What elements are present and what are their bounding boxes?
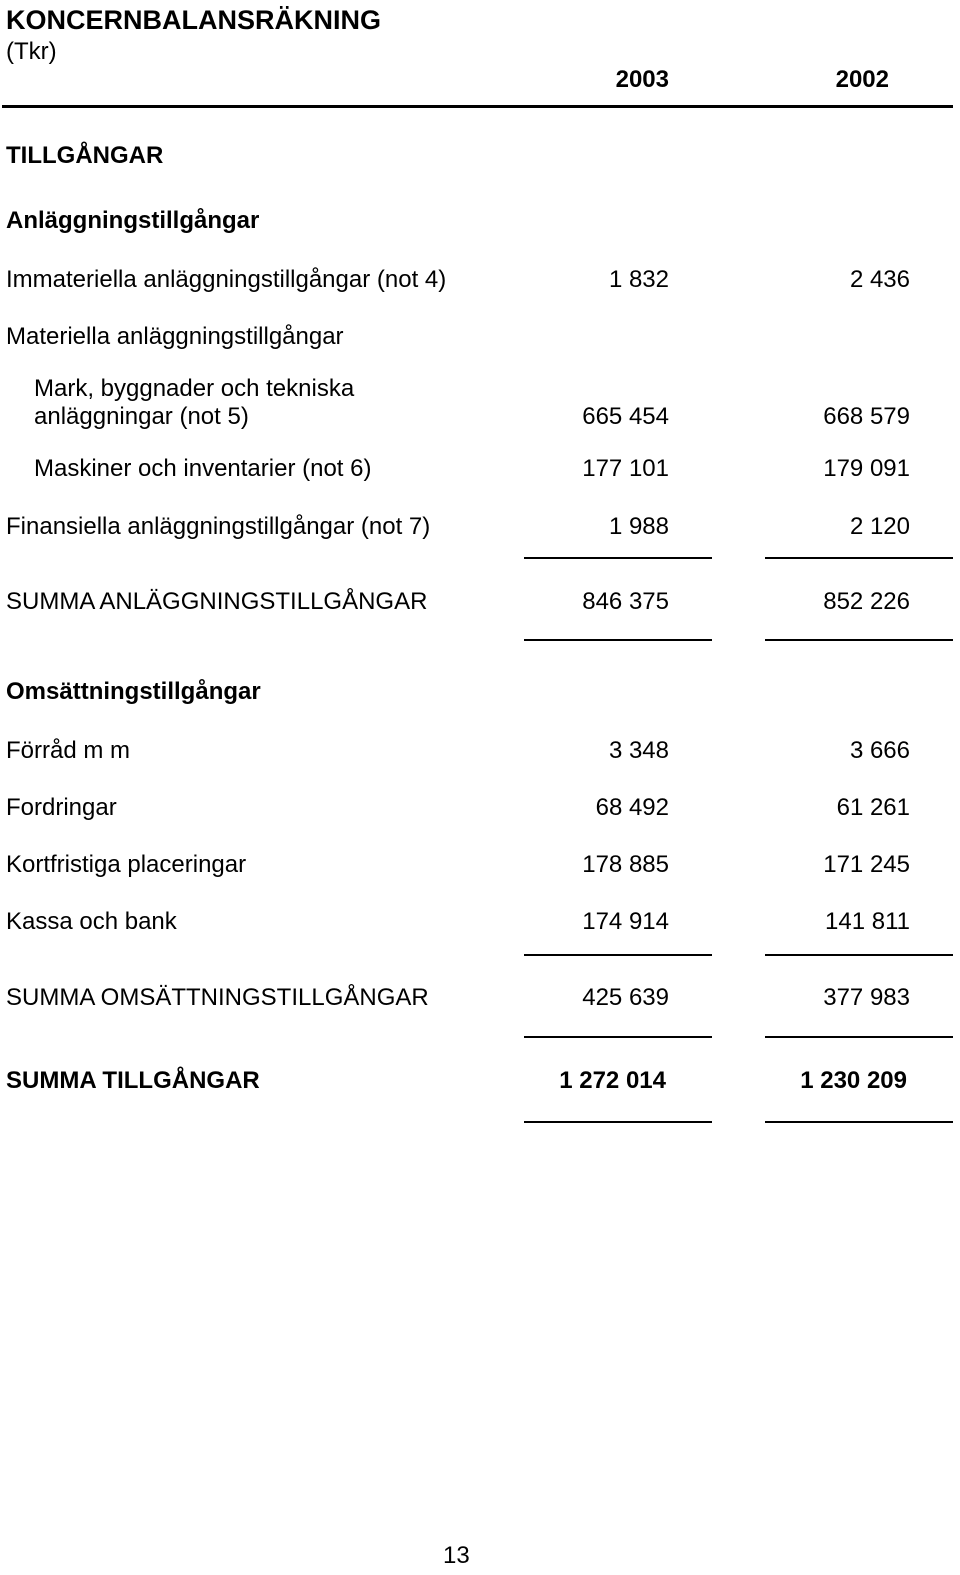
grand-total-rule-2003 xyxy=(524,1121,712,1123)
value-2002-sum-total: 1 230 209 xyxy=(800,1067,907,1094)
row-label-buildings-line1: Mark, byggnader och tekniska xyxy=(34,375,355,402)
total-rule-2003-current xyxy=(524,1036,712,1038)
value-2003-short-investments: 178 885 xyxy=(582,851,669,878)
value-2002-inventory: 3 666 xyxy=(849,737,910,764)
value-2003-machinery: 177 101 xyxy=(582,455,669,482)
section-title-assets: TILLGÅNGAR xyxy=(6,142,164,169)
row-label-intangible: Immateriella anläggningstillgångar (not 4) xyxy=(6,266,447,293)
row-label-financial: Finansiella anläggningstillgångar (not 7) xyxy=(6,513,431,540)
row-label-cash: Kassa och bank xyxy=(6,908,177,935)
value-2002-sum-fixed: 852 226 xyxy=(823,588,910,615)
value-2002-buildings: 668 579 xyxy=(823,403,910,430)
row-label-receivables: Fordringar xyxy=(6,794,117,821)
subtotal-rule-2003 xyxy=(524,557,712,559)
total-rule-2002-current xyxy=(765,1036,953,1038)
row-label-inventory: Förråd m m xyxy=(6,737,131,764)
value-2003-financial: 1 988 xyxy=(608,513,669,540)
value-2002-short-investments: 171 245 xyxy=(823,851,910,878)
subtotal-rule-2003-current xyxy=(524,954,712,956)
row-label-tangible-heading: Materiella anläggningstillgångar xyxy=(6,323,344,350)
value-2003-inventory: 3 348 xyxy=(608,737,669,764)
row-label-short-investments: Kortfristiga placeringar xyxy=(6,851,247,878)
value-2002-receivables: 61 261 xyxy=(836,794,910,821)
page-number: 13 xyxy=(443,1542,470,1569)
value-2002-cash: 141 811 xyxy=(825,908,910,935)
value-2003-sum-fixed: 846 375 xyxy=(582,588,669,615)
value-2003-sum-total: 1 272 014 xyxy=(559,1067,666,1094)
value-2003-buildings: 665 454 xyxy=(582,403,669,430)
subtotal-rule-2002 xyxy=(765,557,953,559)
value-2002-intangible: 2 436 xyxy=(849,266,910,293)
section-title-fixed-assets: Anläggningstillgångar xyxy=(6,207,260,234)
row-label-sum-total: SUMMA TILLGÅNGAR xyxy=(6,1067,260,1094)
total-rule-2003 xyxy=(524,639,712,641)
page-title: KONCERNBALANSRÄKNING xyxy=(6,5,381,35)
value-2002-financial: 2 120 xyxy=(849,513,910,540)
value-2003-intangible: 1 832 xyxy=(608,266,669,293)
row-label-sum-fixed: SUMMA ANLÄGGNINGSTILLGÅNGAR xyxy=(6,588,428,615)
total-rule-2002 xyxy=(765,639,953,641)
header-divider xyxy=(2,105,953,108)
value-2003-sum-current: 425 639 xyxy=(582,984,669,1011)
row-label-machinery: Maskiner och inventarier (not 6) xyxy=(34,455,372,482)
value-2003-cash: 174 914 xyxy=(582,908,669,935)
row-label-sum-current: SUMMA OMSÄTTNINGSTILLGÅNGAR xyxy=(6,984,429,1011)
value-2002-sum-current: 377 983 xyxy=(823,984,910,1011)
column-header-2002: 2002 xyxy=(835,66,889,93)
grand-total-rule-2002 xyxy=(765,1121,953,1123)
row-label-buildings-line2: anläggningar (not 5) xyxy=(34,403,249,430)
subtotal-rule-2002-current xyxy=(765,954,953,956)
column-header-2003: 2003 xyxy=(615,66,669,93)
value-2002-machinery: 179 091 xyxy=(823,455,910,482)
section-title-current-assets: Omsättningstillgångar xyxy=(6,678,261,705)
value-2003-receivables: 68 492 xyxy=(595,794,669,821)
unit-label: (Tkr) xyxy=(6,38,57,65)
